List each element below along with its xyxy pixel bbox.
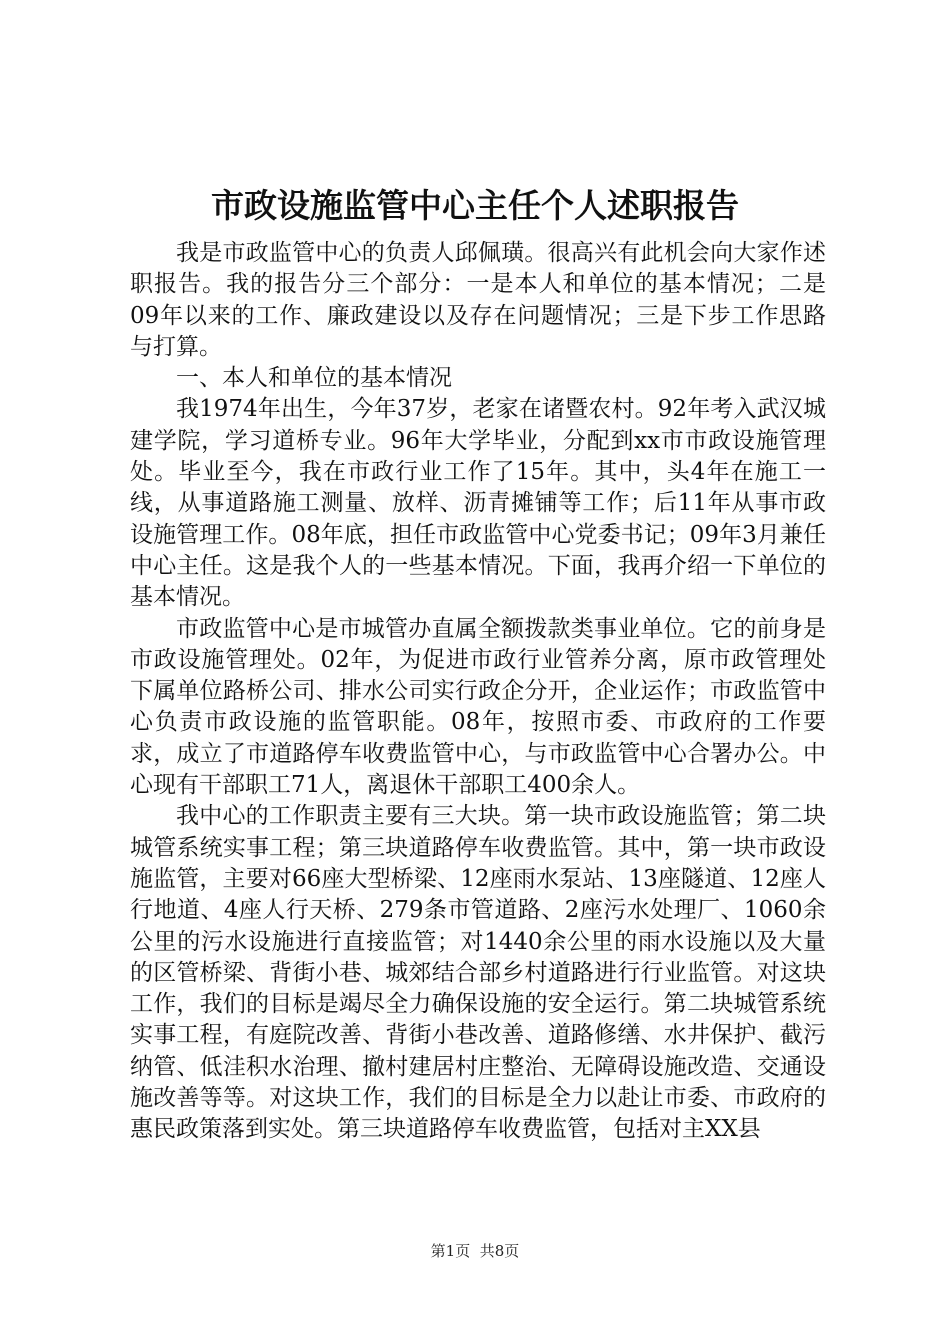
page-footer [0, 1240, 950, 1261]
page-total: 共8页 [479, 1242, 520, 1260]
document-title: 市政设施监管中心主任个人述职报告 [211, 186, 739, 225]
paragraph-intro: 我是市政监管中心的负责人邱佩璜。很高兴有此机会向大家作述职报告。我的报告分三个部分：一是本人和单位的基本情况；二是09年以来的工作、廉政建设以及存在问题情况；三是下步工作思路与打算。 [130, 240, 826, 360]
section-heading: 一、本人和单位的基本情况 [176, 365, 452, 392]
paragraph-personal: 我1974年出生，今年37岁，老家在诸暨农村。92年考入武汉城建学院，学习道桥专业。96年大学毕业，分配到xx市市政设施管理处。毕业至今，我在市政行业工作了15年。其中，头4年在施工一线，从事道路施工测量、放样、沥青摊铺等工作；后11年从事市政设施管理工作。08年底，担任市政监管中心党委书记；09年3月兼任中心主任。这是我个人的一些基本情况。下面，我再介绍一下单位的基本情况。 [130, 396, 826, 611]
paragraph-duties: 我中心的工作职责主要有三大块。第一块市政设施监管；第二块城管系统实事工程；第三块道路停车收费监管。其中，第一块市政设施监管，主要对66座大型桥梁、12座雨水泵站、13座隧道、12座人行地道、4座人行天桥、279条市管道路、2座污水处理厂、1060余公里的污水设施进行直接监管；对1440余公里的雨水设施以及大量的区管桥梁、背街小巷、城郊结合部乡村道路进行行业监管。对这块工作，我们的目标是竭尽全力确保设施的安全运行。第二块城管系统实事工程，有庭院改善、背街小巷改善、道路修缮、水井保护、截污纳管、低洼积水治理、撤村建居村庄整治、无障碍设施改造、交通设施改善等等。对这块工作，我们的目标是全力以赴让市委、市政府的惠民政策落到实处。第三块道路停车收费监管，包括对主XX县 [130, 803, 826, 1143]
document-body [130, 238, 826, 1146]
paragraph-unit: 市政监管中心是市城管办直属全额拨款类事业单位。它的前身是市政设施管理处。02年，为促进市政行业管养分离，原市政管理处下属单位路桥公司、排水公司实行政企分开，企业运作；市政监管中心负责市政设施的监管职能。08年，按照市委、市政府的工作要求，成立了市道路停车收费监管中心，与市政监管中心合署办公。中心现有干部职工71人，离退休干部职工400余人。 [130, 615, 826, 799]
page-number: 第1页 [430, 1242, 471, 1260]
